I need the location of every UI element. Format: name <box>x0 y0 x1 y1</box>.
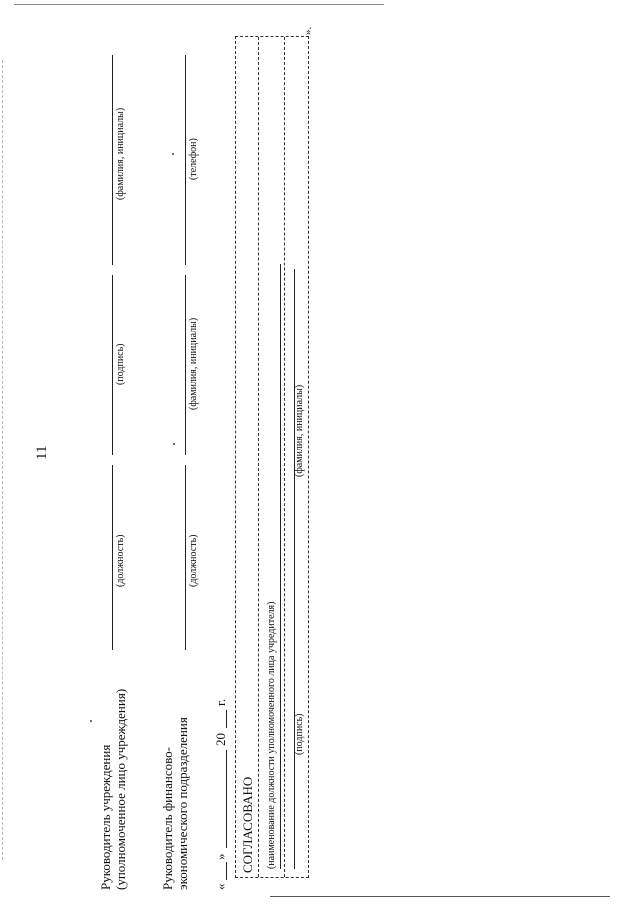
date-open-quote: « <box>213 883 228 890</box>
finance-position-caption: (должность) <box>188 534 199 587</box>
date-day-line <box>226 862 227 880</box>
head-signature-line <box>112 275 113 455</box>
head-of-institution-label: Руководитель учреждения <box>98 744 113 890</box>
head-position-line <box>112 465 113 650</box>
finance-name-caption: (фамилия, инициалы) <box>188 317 199 410</box>
approval-box <box>235 36 309 878</box>
approval-signature-line <box>294 269 295 869</box>
head-of-finance-label: Руководитель финансово- <box>160 747 175 890</box>
head-signature-caption: (подпись) <box>115 343 126 385</box>
page-number: 11 <box>34 445 50 460</box>
scan-speck <box>90 720 92 722</box>
approval-name-caption: (фамилия, инициалы) <box>294 384 305 477</box>
approval-mid-divider <box>284 37 285 877</box>
scan-speck <box>172 153 174 155</box>
finance-position-line <box>185 465 186 650</box>
head-name-caption: (фамилия, инициалы) <box>115 107 126 200</box>
scan-speck <box>173 443 175 445</box>
head-of-finance-sublabel: экономического подразделения <box>175 717 190 890</box>
approval-signature-caption: (подпись) <box>294 713 305 755</box>
document-page <box>20 0 620 890</box>
finance-phone-caption: (телефон) <box>188 138 199 180</box>
finance-phone-line <box>185 55 186 265</box>
approval-official-caption: (наименование должности уполномоченного лица учредителя) <box>266 601 277 869</box>
head-of-institution-sublabel: (уполномоченное лицо учреждения) <box>113 688 128 890</box>
approval-title-divider <box>258 37 259 877</box>
approval-official-line <box>280 264 281 869</box>
approval-tail-mark: ». <box>302 26 314 35</box>
head-position-caption: (должность) <box>115 534 126 587</box>
finance-name-line <box>185 275 186 455</box>
approval-title: СОГЛАСОВАНО <box>240 776 255 873</box>
date-year-suffix: г. <box>213 698 228 706</box>
date-close-quote: » <box>213 853 228 860</box>
date-year-line <box>226 710 227 728</box>
date-month-line <box>226 750 227 848</box>
page-left-edge <box>2 60 3 860</box>
page-bottom-edge <box>270 896 610 897</box>
date-year-prefix: 20 <box>213 733 228 746</box>
head-name-line <box>112 55 113 265</box>
